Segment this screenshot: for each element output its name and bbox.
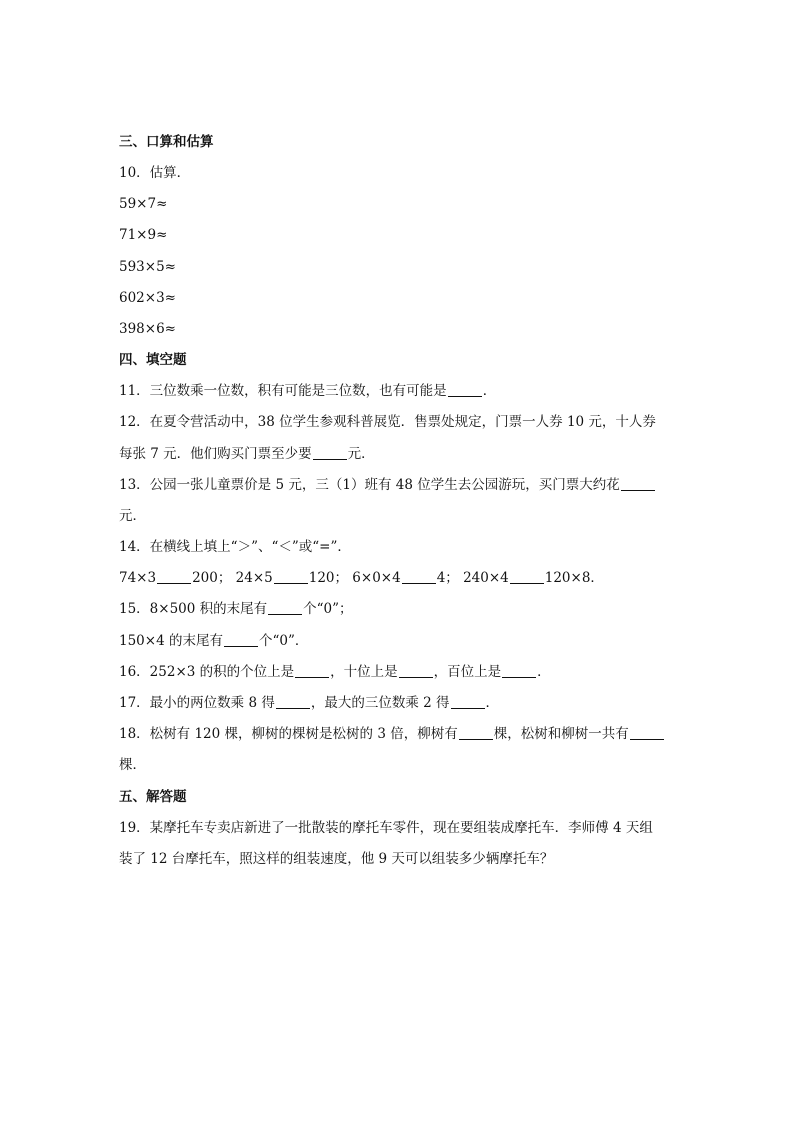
question-18-line-2: 棵．: [119, 757, 146, 774]
question-13-line-1: [119, 470, 679, 501]
question-19-line-1: 19．某摩托车专卖店新进了一批散装的摩托车零件，现在要组装成摩托车．李师傅 4 天组: [119, 819, 653, 836]
question-16-text-b: ，十位上是: [330, 663, 398, 680]
question-18-line-1: [119, 719, 679, 750]
estimate-item-3: 593×5≈: [119, 258, 176, 275]
question-16: [119, 657, 679, 688]
question-14-stem: 14．在横线上填上“＞”、“＜”或“=”．: [119, 539, 351, 556]
question-17-text-a: 17．最小的两位数乘 8 得: [119, 695, 275, 711]
estimate-item-4: 602×3≈: [119, 289, 176, 306]
question-16-text-a: 16．252×3 的积的个位上是: [119, 663, 295, 680]
compare-text-1: 74×3: [119, 570, 157, 587]
question-12-line-1: 12．在夏令营活动中，38 位学生参观科普展览．售票处规定，门票一人券 10 元，十人券: [119, 414, 656, 431]
question-10-stem: 10．估算．: [119, 165, 191, 181]
answer-blank[interactable]: [402, 569, 436, 584]
section-heading-3: 三、口算和估算: [119, 134, 214, 150]
answer-blank[interactable]: [510, 569, 544, 584]
answer-blank[interactable]: [459, 725, 493, 740]
question-11: [119, 376, 679, 407]
question-16-end: ．: [537, 663, 551, 680]
answer-blank[interactable]: [157, 569, 191, 584]
compare-text-2: 200； 24×5: [192, 570, 273, 587]
section-heading-5: 五、解答题: [119, 788, 187, 805]
answer-blank[interactable]: [313, 445, 347, 460]
answer-blank[interactable]: [268, 600, 302, 615]
question-17-end: ．: [485, 695, 500, 711]
question-15-end-2: 个“0”．: [258, 632, 309, 649]
question-18-text-b: 棵，松树和柳树一共有: [493, 726, 629, 743]
question-11-text: 11．三位数乘一位数，积有可能是三位数，也有可能是: [119, 383, 447, 400]
question-13-text: 13．公园一张儿童票价是 5 元，三（1）班有 48 位学生去公园游玩，买门票大约花: [119, 476, 620, 493]
question-11-end: ．: [482, 383, 497, 400]
question-14-items: [119, 563, 679, 594]
compare-text-3: 120； 6×0×4: [308, 570, 401, 587]
answer-blank[interactable]: [399, 663, 433, 678]
question-12-text: 每张 7 元．他们购买门票至少要: [119, 445, 312, 462]
question-12-line-2: [119, 439, 679, 470]
answer-blank[interactable]: [451, 694, 485, 709]
answer-blank[interactable]: [276, 694, 310, 709]
estimate-item-1: 59×7≈: [119, 196, 168, 213]
estimate-item-2: 71×9≈: [119, 227, 168, 244]
answer-blank[interactable]: [224, 632, 258, 647]
estimate-item-5: 398×6≈: [119, 320, 176, 337]
answer-blank[interactable]: [295, 663, 329, 678]
section-heading-4: 四、填空题: [119, 352, 187, 369]
question-16-text-c: ，百位上是: [433, 663, 502, 680]
answer-blank[interactable]: [448, 382, 482, 397]
question-13-line-2: 元．: [119, 507, 146, 524]
question-17: [119, 688, 679, 719]
question-15-line-1: [119, 594, 679, 625]
question-15-text-2: 150×4 的末尾有: [119, 632, 223, 649]
answer-blank[interactable]: [502, 663, 536, 678]
answer-blank[interactable]: [621, 476, 655, 491]
question-17-text-b: ，最大的三位数乘 2 得: [310, 695, 450, 711]
compare-text-4: 4； 240×4: [436, 570, 509, 587]
answer-blank[interactable]: [630, 725, 664, 740]
question-12-end: 元．: [347, 445, 375, 462]
question-19-line-2: 装了 12 台摩托车，照这样的组装速度，他 9 天可以组装多少辆摩托车？: [119, 850, 554, 867]
compare-text-5: 120×8．: [544, 570, 604, 587]
question-15-end-1: 个“0”；: [303, 601, 353, 618]
question-15-text-1: 15．8×500 积的末尾有: [119, 601, 268, 618]
question-18-text-a: 18．松树有 120 棵，柳树的棵树是松树的 3 倍，柳树有: [119, 726, 458, 743]
worksheet-page: [119, 127, 679, 875]
answer-blank[interactable]: [274, 569, 308, 584]
question-15-line-2: [119, 626, 679, 657]
